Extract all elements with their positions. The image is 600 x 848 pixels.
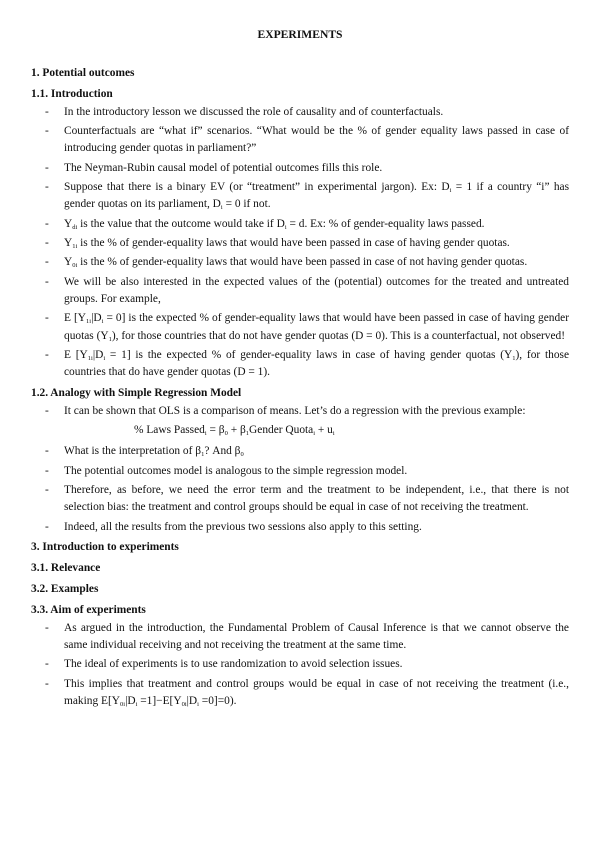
- list-item: - We will be also interested in the expected values of the (potential) outcomes for the treated and untreated groups. For example,: [31, 274, 569, 309]
- list-item: - E $[Y_{1i}|D_i = 0]$ is the expected % of gender-equality laws that would have been passed in case of having gender quotas $(Y_1)$, for those countries that do not have gender quotas (D = 0). This is a counterfactual, not observed!: [31, 310, 569, 345]
- list-item: - The potential outcomes model is analogous to the simple regression model.: [31, 463, 569, 480]
- list-item: - As argued in the introduction, the Fundamental Problem of Causal Inference is that we cannot observe the same individual receiving and not receiving the treatment at the same time.: [31, 620, 569, 655]
- heading-examples: 3.2. Examples: [31, 582, 99, 595]
- list-item: - The Neyman-Rubin causal model of potential outcomes fills this role.: [31, 160, 569, 177]
- heading-relevance: 3.1. Relevance: [31, 561, 101, 574]
- regression-formula: % Laws Passed$_i$ = $\beta_0$ + $\beta_1Gender$ Quota$_i$ + $u_i$: [134, 423, 335, 437]
- heading-aim-of-experiments: 3.3. Aim of experiments: [31, 603, 146, 616]
- list-item: - $Y_{1i}$ is the % of gender-equality laws that would have been passed in case of having gender quotas.: [31, 235, 569, 252]
- heading-potential-outcomes: 1. Potential outcomes: [31, 66, 135, 79]
- list-item: - Suppose that there is a binary EV (or “treatment” in experimental jargon). Ex: $D_i = 1$ if a country “i” has gender quotas on its parliament, $D_i = 0$ if not.: [31, 179, 569, 214]
- list-item: - In the introductory lesson we discussed the role of causality and of counterfactuals.: [31, 104, 569, 121]
- list-item: - The ideal of experiments is to use randomization to avoid selection issues.: [31, 656, 569, 673]
- regression-bullet-list: [31, 403, 569, 536]
- list-item: - $Y_{di}$ is the value that the outcome would take if $D_i = d$. Ex: % of gender-equality laws passed.: [31, 216, 569, 233]
- intro-bullet-list: [31, 104, 569, 382]
- heading-regression-analogy: 1.2. Analogy with Simple Regression Model: [31, 386, 242, 399]
- list-item: - It can be shown that OLS is a comparison of means. Let’s do a regression with the previous example: % Laws Passed$_i$ = $\beta_0$ + $\beta_1Gender$ Quota$_i$ + $u_i$: [31, 403, 569, 440]
- list-item: - E $[Y_{1i}|D_i = 1]$ is the expected % of gender-equality laws in case of having gender quotas $(Y_1)$, for those countries that do have gender quotas (D = 1).: [31, 347, 569, 382]
- list-item: - What is the interpretation of $\beta_1$? And $\beta_0$: [31, 443, 569, 460]
- list-item: - Therefore, as before, we need the error term and the treatment to be independent, i.e., that there is not selection bias: the treatment and control groups should be equal in case of not receiving the treatment.: [31, 482, 569, 517]
- list-item: - $Y_{0i}$ is the % of gender-equality laws that would have been passed in case of not having gender quotas.: [31, 254, 569, 271]
- heading-intro-experiments: 3. Introduction to experiments: [31, 540, 179, 553]
- list-item: - Counterfactuals are “what if” scenarios. “What would be the % of gender equality laws passed in case of introducing gender quotas in parliament?”: [31, 123, 569, 158]
- page-title: EXPERIMENTS: [257, 28, 343, 41]
- list-item: - Indeed, all the results from the previous two sessions also apply to this setting.: [31, 519, 569, 536]
- list-item: - This implies that treatment and control groups would be equal in case of not receiving the treatment (i.e., making $E[Y_{0i}|D_i =1]-E[Y_{0i}|D_i =0]=0$).: [31, 676, 569, 711]
- heading-introduction: 1.1. Introduction: [31, 87, 113, 100]
- aim-bullet-list: [31, 620, 569, 711]
